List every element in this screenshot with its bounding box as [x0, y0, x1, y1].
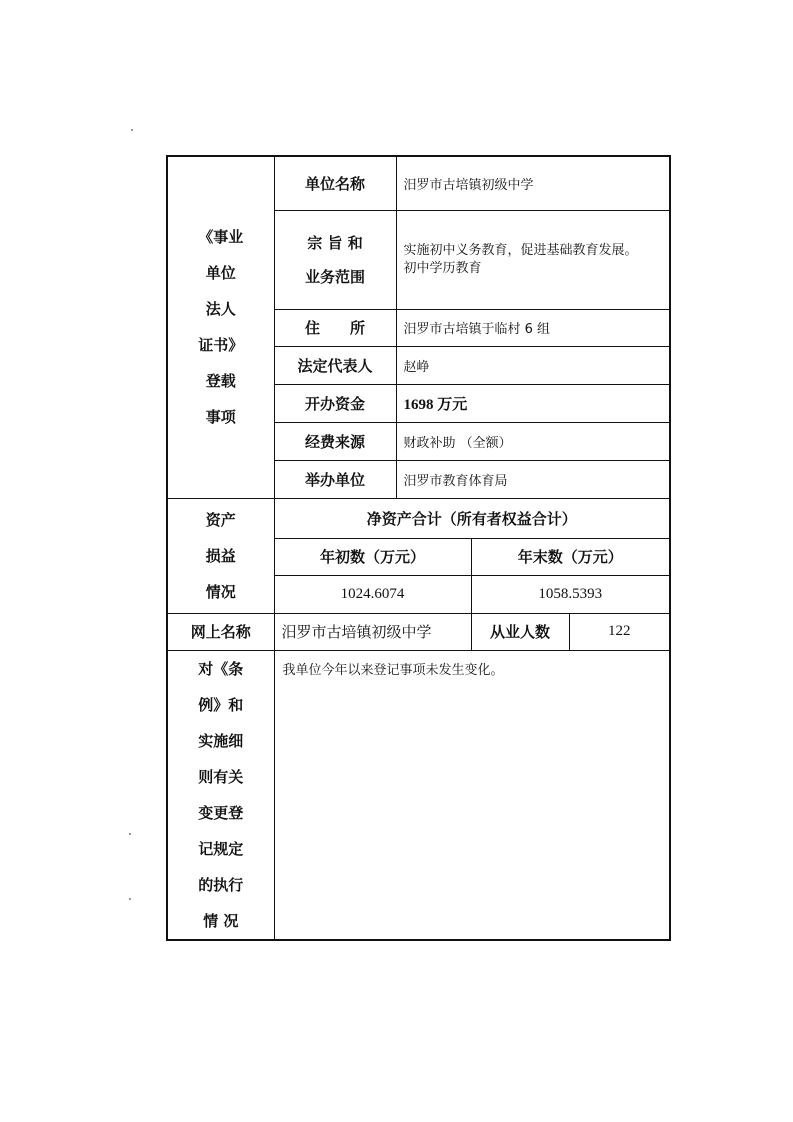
net-assets-title: 净资产合计（所有者权益合计）	[274, 498, 670, 538]
staff-count-value: 122	[569, 613, 670, 650]
row-net-assets-title	[167, 498, 670, 538]
end-year-value: 1058.5393	[471, 575, 670, 613]
address-label: 住 所	[274, 309, 396, 346]
begin-year-header: 年初数（万元）	[274, 538, 471, 575]
row-online-name	[167, 613, 670, 650]
assets-section-label: 资产 损益 情况	[167, 498, 274, 613]
scan-speck	[129, 898, 131, 900]
changes-section-label: 对《条 例》和 实施细 则有关 变更登 记规定 的执行 情 况	[167, 650, 274, 940]
staff-count-label: 从业人数	[471, 613, 569, 650]
registration-section-label: 《事业 单位 法人 证书》 登载 事项	[167, 156, 274, 498]
sponsor-value: 汨罗市教育体育局	[396, 460, 670, 498]
online-name-value: 汨罗市古培镇初级中学	[274, 613, 471, 650]
row-unit-name	[167, 156, 670, 210]
sponsor-label: 举办单位	[274, 460, 396, 498]
scan-speck	[131, 129, 133, 131]
legal-rep-value: 赵峥	[396, 346, 670, 384]
unit-name-value: 汨罗市古培镇初级中学	[396, 156, 670, 210]
funding-source-value: 财政补助 （全额）	[396, 422, 670, 460]
registration-form-table	[166, 155, 671, 941]
legal-rep-label: 法定代表人	[274, 346, 396, 384]
scan-speck	[129, 833, 131, 835]
capital-value: 1698 万元	[396, 384, 670, 422]
online-name-label: 网上名称	[167, 613, 274, 650]
address-value: 汨罗市古培镇于临村 6 组	[396, 309, 670, 346]
funding-source-label: 经费来源	[274, 422, 396, 460]
begin-year-value: 1024.6074	[274, 575, 471, 613]
purpose-scope-value: 实施初中义务教育，促进基础教育发展。 初中学历教育	[396, 210, 670, 309]
unit-name-label: 单位名称	[274, 156, 396, 210]
end-year-header: 年末数（万元）	[471, 538, 670, 575]
change-execution-content: 我单位今年以来登记事项未发生变化。	[274, 650, 670, 940]
row-change-execution	[167, 650, 670, 940]
purpose-scope-label: 宗 旨 和 业务范围	[274, 210, 396, 309]
capital-label: 开办资金	[274, 384, 396, 422]
